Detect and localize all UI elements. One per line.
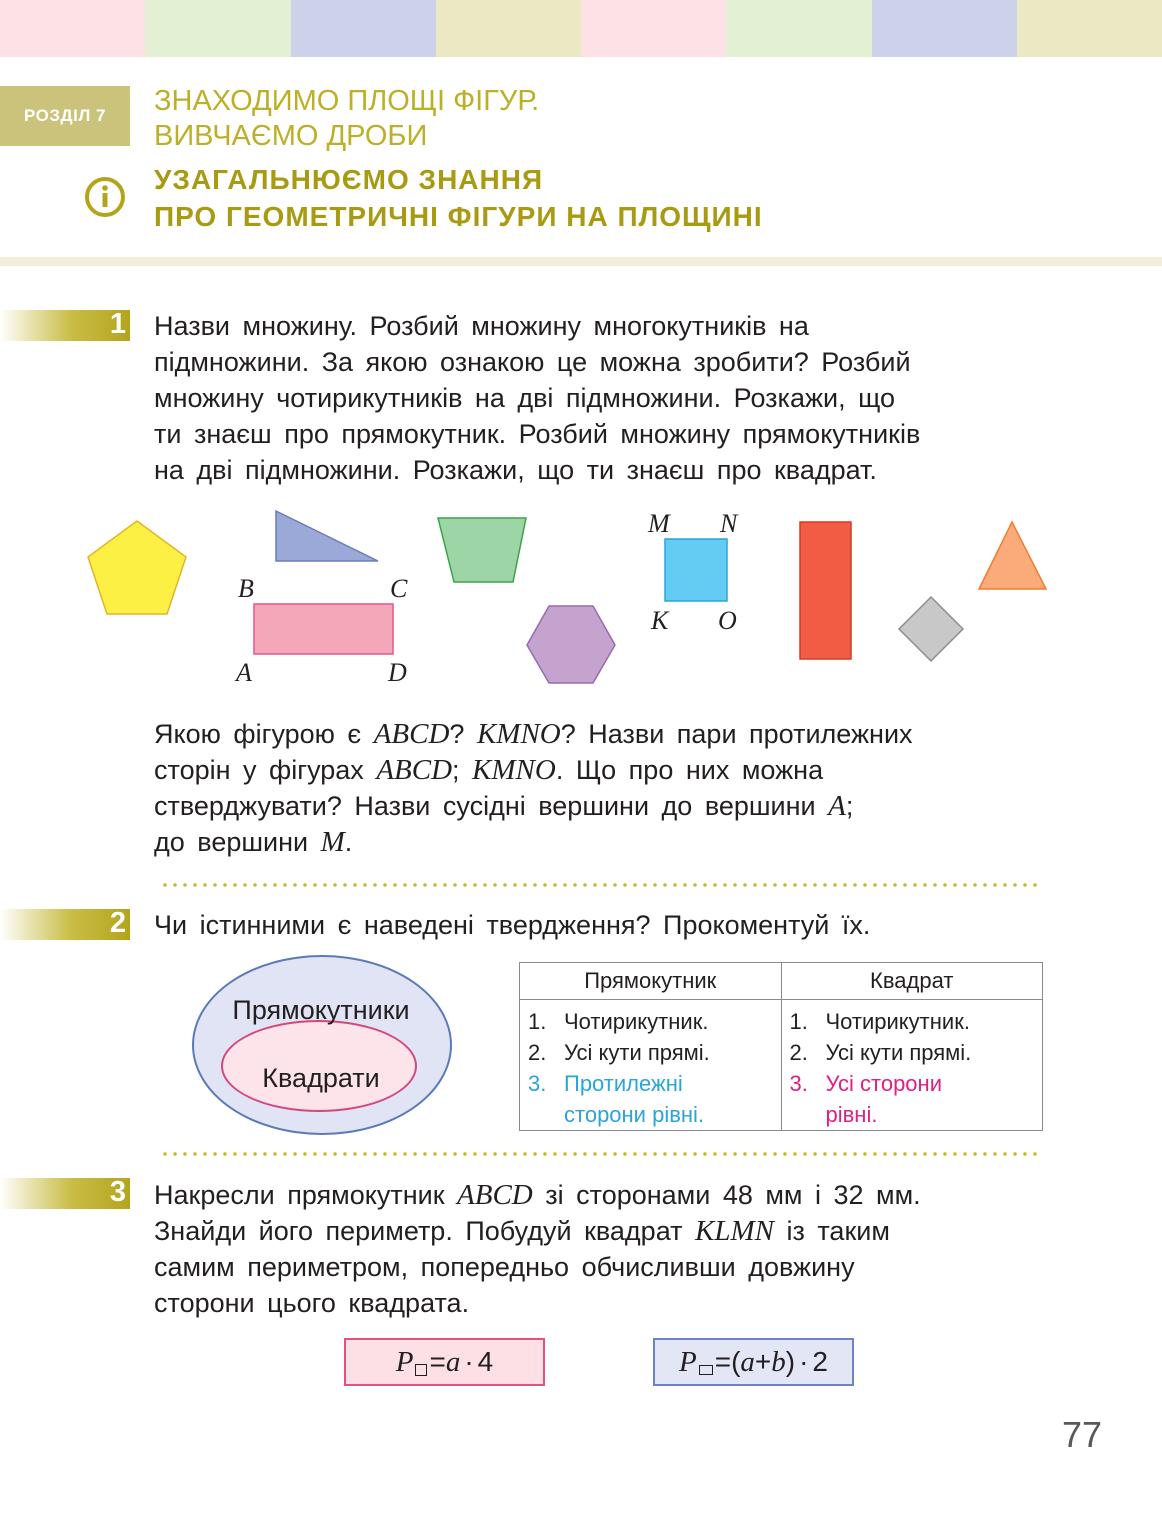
text-line: на дві підмножини. Розкажи, що ти знаєш про квадрат. <box>154 455 877 485</box>
text-line <box>154 716 913 752</box>
text-line <box>154 1213 921 1249</box>
list-text: Усі кути прямі. <box>825 1040 972 1065</box>
table-row <box>520 1000 1043 1131</box>
math-klmn: KLMN <box>695 1215 774 1247</box>
square-symbol-icon <box>415 1364 427 1376</box>
pink-rectangle-abcd <box>254 604 393 654</box>
list-number: 1. <box>789 1009 808 1034</box>
venn-inner-label: Квадрати <box>262 1063 380 1093</box>
task-marker-2 <box>0 909 130 940</box>
rectangle-symbol-icon <box>699 1365 713 1375</box>
table-header: Квадрат <box>781 963 1043 1000</box>
task1-questions <box>154 716 913 860</box>
lesson-title-line: УЗАГАЛЬНЮЄМО ЗНАННЯ <box>154 164 544 195</box>
color-swatch <box>1017 0 1162 57</box>
chapter-title-line: ВИВЧАЄМО ДРОБИ <box>154 120 428 152</box>
vertex-label-k: K <box>651 606 669 635</box>
text-line: підмножини. За якою ознакою це можна зробити? Розбий <box>154 347 911 377</box>
yellow-pentagon <box>88 521 186 614</box>
text-run: Накресли прямокутник <box>154 1180 458 1210</box>
text-run: ; <box>452 755 473 785</box>
vertex-label-m: M <box>648 509 670 538</box>
formula-eq: = <box>429 1346 446 1377</box>
list-item <box>790 1006 1043 1037</box>
color-swatch <box>436 0 581 57</box>
gray-rhombus <box>899 597 963 661</box>
text-run: із таким <box>773 1216 890 1246</box>
text-run: . Що про них можна <box>555 755 824 785</box>
formula-b: b <box>771 1345 786 1378</box>
task3-text <box>154 1177 921 1321</box>
task-number: 3 <box>109 1176 126 1208</box>
venn-diagram <box>190 955 452 1135</box>
lesson-title <box>154 161 763 235</box>
text-run: до вершини <box>154 827 321 857</box>
orange-triangle <box>979 522 1046 589</box>
lesson-title-line: ПРО ГЕОМЕТРИЧНІ ФІГУРИ НА ПЛОЩИНІ <box>154 201 763 232</box>
rectangle-perimeter-formula <box>653 1338 854 1386</box>
vertex-label-b: B <box>238 574 254 603</box>
list-item-highlight <box>528 1068 781 1099</box>
text-run: ; <box>845 791 854 821</box>
math-m: M <box>320 826 345 858</box>
table-header: Прямокутник <box>520 963 782 1000</box>
blue-square-kmno <box>665 539 727 601</box>
shapes-figure <box>0 500 1162 700</box>
red-rectangle <box>800 522 851 659</box>
text-line: Назви множину. Розбий множину многокутників на <box>154 311 809 341</box>
vertex-label-c: C <box>390 574 408 603</box>
formula-eq: = <box>714 1346 732 1377</box>
math-abcd: ABCD <box>457 1179 533 1211</box>
list-item-highlight <box>790 1068 1043 1099</box>
text-line <box>154 1177 921 1213</box>
color-swatch <box>872 0 1017 57</box>
purple-hexagon <box>527 606 615 683</box>
list-number: 2. <box>528 1040 547 1065</box>
list-number: 3. <box>528 1071 547 1096</box>
formula-p: P <box>395 1345 414 1378</box>
list-item <box>528 1006 781 1037</box>
task-number: 2 <box>109 907 126 939</box>
list-text: рівні. <box>825 1102 878 1127</box>
math-kmno: KMNO <box>476 718 561 750</box>
list-number: 3. <box>789 1071 808 1096</box>
formula-dot: · <box>799 1346 809 1377</box>
list-text: Чотирикутник. <box>825 1009 970 1034</box>
task-marker-3 <box>0 1178 130 1209</box>
text-run: Знайди його периметр. Побудуй квадрат <box>154 1216 695 1246</box>
color-swatch <box>726 0 871 57</box>
comparison-table <box>519 962 1043 1131</box>
formula-plus: + <box>754 1346 772 1377</box>
vertex-label-n: N <box>720 509 738 538</box>
task-marker-1 <box>0 310 130 341</box>
list-item <box>790 1037 1043 1068</box>
text-line <box>154 752 913 788</box>
color-strip <box>0 0 1162 57</box>
color-swatch <box>0 0 145 57</box>
list-text: Усі кути прямі. <box>564 1040 710 1065</box>
text-run: ? <box>449 719 477 749</box>
formula-open: ( <box>731 1346 741 1377</box>
task-number: 1 <box>109 308 126 340</box>
text-line: ти знаєш про прямокутник. Розбий множину прямокутників <box>154 419 921 449</box>
formula-dot: · <box>464 1346 474 1377</box>
color-swatch <box>291 0 436 57</box>
info-icon <box>84 176 126 218</box>
text-run: стверджувати? Назви сусідні вершини до вершини <box>154 791 829 821</box>
text-run: сторін у фігурах <box>154 755 377 785</box>
math-abcd: ABCD <box>373 718 450 750</box>
text-run: . <box>344 827 353 857</box>
vertex-label-a: A <box>236 658 252 687</box>
text-run: ? Назви пари протилежних <box>560 719 913 749</box>
color-swatch <box>145 0 290 57</box>
text-line: сторони цього квадрата. <box>154 1288 470 1318</box>
chapter-title-line: ЗНАХОДИМО ПЛОЩІ ФІГУР. <box>154 85 540 117</box>
task2-text: Чи істинними є наведені твердження? Прокоментуй їх. <box>154 910 871 940</box>
chapter-title <box>154 84 539 154</box>
formula-a: a <box>445 1345 461 1378</box>
venn-outer-label: Прямокутники <box>232 995 410 1025</box>
math-a: A <box>828 790 846 822</box>
text-line <box>154 824 913 860</box>
section-tag: РОЗДІЛ 7 <box>0 86 130 146</box>
dotted-divider <box>160 883 1042 887</box>
list-text: сторони рівні. <box>564 1102 705 1127</box>
list-item <box>528 1037 781 1068</box>
blue-right-triangle <box>276 511 378 561</box>
table-cell-square <box>781 1000 1043 1131</box>
formula-n: 2 <box>812 1346 828 1377</box>
math-abcd: ABCD <box>376 754 453 786</box>
formula-n: 4 <box>477 1346 494 1377</box>
text-line: множину чотирикутників на дві підмножини. Розкажи, що <box>154 383 896 413</box>
text-run: Якою фігурою є <box>154 719 374 749</box>
text-line: самим периметром, попередньо обчисливши довжину <box>154 1252 855 1282</box>
formula-p: P <box>679 1345 697 1378</box>
vertex-label-o: O <box>718 606 737 635</box>
list-item-continuation <box>790 1099 1043 1130</box>
table-cell-rectangle <box>520 1000 782 1131</box>
color-swatch <box>581 0 726 57</box>
list-text: Протилежні <box>564 1071 683 1096</box>
formula-a: a <box>740 1345 755 1378</box>
square-perimeter-formula <box>344 1338 545 1386</box>
formula-close: ) <box>785 1346 796 1377</box>
header-divider <box>0 257 1162 266</box>
vertex-label-d: D <box>388 658 407 687</box>
list-number: 1. <box>528 1009 547 1034</box>
page-number: 77 <box>1061 1414 1102 1455</box>
table-header-row <box>520 963 1043 1000</box>
text-run: зі сторонами 48 мм і 32 мм. <box>532 1180 921 1210</box>
task1-text <box>154 308 920 488</box>
list-item-continuation <box>528 1099 781 1130</box>
text-line <box>154 788 913 824</box>
green-trapezoid <box>438 518 526 582</box>
list-number: 2. <box>789 1040 808 1065</box>
list-text: Чотирикутник. <box>564 1009 709 1034</box>
math-kmno: KMNO <box>472 754 556 786</box>
list-text: Усі сторони <box>825 1071 942 1096</box>
dotted-divider <box>160 1152 1042 1156</box>
